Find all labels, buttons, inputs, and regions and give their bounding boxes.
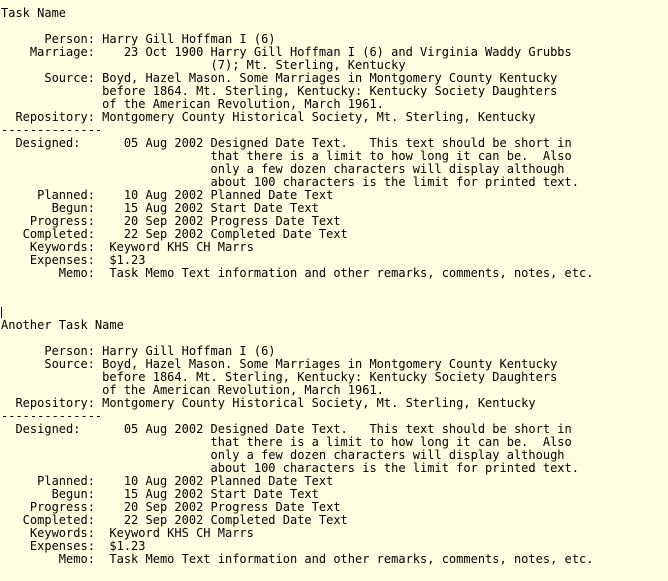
memo-line: Memo: Task Memo Text information and other remarks, comments, notes, etc. [1, 266, 594, 280]
progress-line: Progress: 20 Sep 2002 Progress Date Text [1, 214, 341, 228]
designed-line: Designed: 05 Aug 2002 Designed Date Text. This text should be short in [1, 422, 572, 436]
source-line: Source: Boyd, Hazel Mason. Some Marriages in Montgomery County Kentucky [1, 71, 558, 85]
keywords-line: Keywords: Keyword KHS CH Marrs [1, 526, 254, 540]
designed-line-2: that there is a limit to how long it can be. Also [1, 435, 572, 449]
separator: -------------- [1, 123, 103, 137]
text-cursor [1, 307, 2, 318]
progress-line: Progress: 20 Sep 2002 Progress Date Text [1, 500, 341, 514]
designed-line-3: only a few dozen characters will display although [1, 162, 565, 176]
completed-line: Completed: 22 Sep 2002 Completed Date Text [1, 227, 348, 241]
begun-line: Begun: 15 Aug 2002 Start Date Text [1, 487, 319, 501]
memo-line: Memo: Task Memo Text information and other remarks, comments, notes, etc. [1, 552, 594, 566]
repository-line: Repository: Montgomery County Historical Society, Mt. Sterling, Kentucky [1, 110, 536, 124]
completed-line: Completed: 22 Sep 2002 Completed Date Text [1, 513, 348, 527]
marriage-line: Marriage: 23 Oct 1900 Harry Gill Hoffman I (6) and Virginia Waddy Grubbs [1, 45, 572, 59]
source-line-3: of the American Revolution, March 1961. [1, 383, 384, 397]
begun-line: Begun: 15 Aug 2002 Start Date Text [1, 201, 319, 215]
task-title: Task Name [1, 6, 67, 20]
expenses-line: Expenses: $1.23 [1, 539, 146, 553]
expenses-line: Expenses: $1.23 [1, 253, 146, 267]
person-line: Person: Harry Gill Hoffman I (6) [1, 32, 276, 46]
designed-line-2: that there is a limit to how long it can be. Also [1, 149, 572, 163]
keywords-line: Keywords: Keyword KHS CH Marrs [1, 240, 254, 254]
source-line-2: before 1864. Mt. Sterling, Kentucky: Kentucky Society Daughters [1, 370, 558, 384]
designed-line-4: about 100 characters is the limit for printed text. [1, 175, 579, 189]
source-line-2: before 1864. Mt. Sterling, Kentucky: Kentucky Society Daughters [1, 84, 558, 98]
marriage-line-2: (7); Mt. Sterling, Kentucky [1, 58, 406, 72]
source-line: Source: Boyd, Hazel Mason. Some Marriages in Montgomery County Kentucky [1, 357, 558, 371]
separator: -------------- [1, 409, 103, 423]
designed-line: Designed: 05 Aug 2002 Designed Date Text. This text should be short in [1, 136, 572, 150]
designed-line-4: about 100 characters is the limit for printed text. [1, 461, 579, 475]
task-title: Another Task Name [1, 318, 124, 332]
source-line-3: of the American Revolution, March 1961. [1, 97, 384, 111]
person-line: Person: Harry Gill Hoffman I (6) [1, 344, 276, 358]
repository-line: Repository: Montgomery County Historical Society, Mt. Sterling, Kentucky [1, 396, 536, 410]
designed-line-3: only a few dozen characters will display although [1, 448, 565, 462]
planned-line: Planned: 10 Aug 2002 Planned Date Text [1, 474, 334, 488]
planned-line: Planned: 10 Aug 2002 Planned Date Text [1, 188, 334, 202]
